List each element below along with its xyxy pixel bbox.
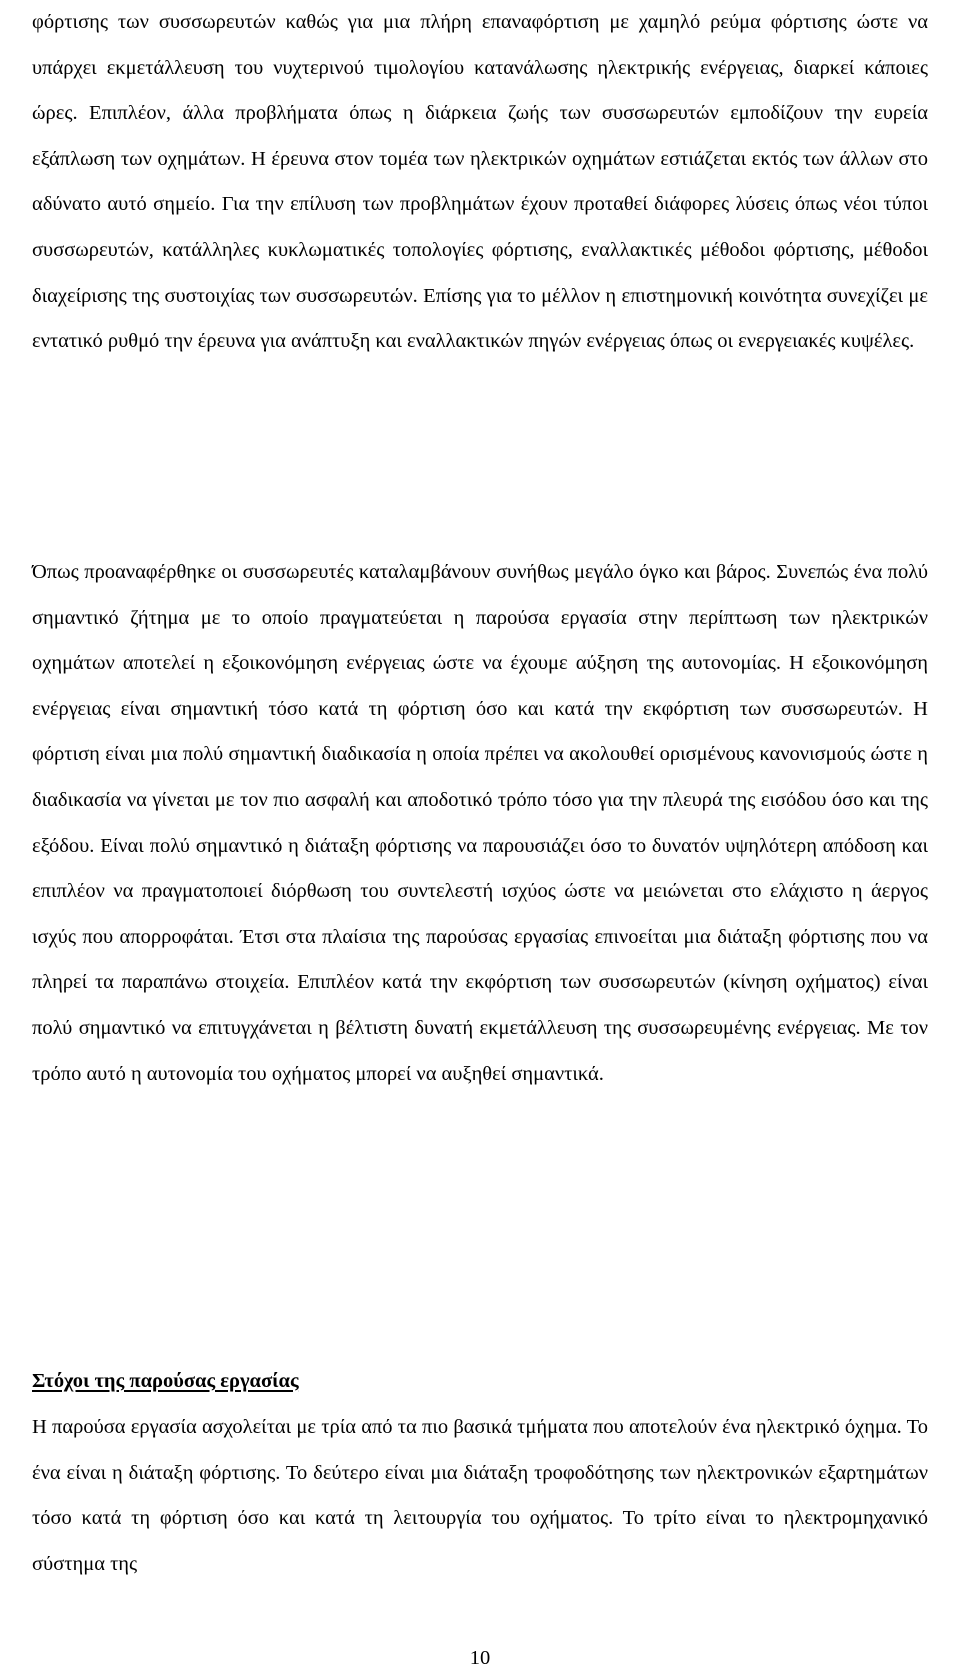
- paragraph-battery-charging: φόρτισης των συσσωρευτών καθώς για μια πλήρη επαναφόρτιση με χαμηλό ρεύμα φόρτισης ώστε να υπάρχει εκμετάλλευση του νυχτερινού τιμολογίου κατανάλωσης ηλεκτρικής ενέργειας, διαρκεί κάποιες ώρες. Επιπλέον, άλλα προβλήματα όπως η διάρκεια ζωής των συσσωρευτών εμποδίζουν την ευρεία εξάπλωση των οχημάτων. Η έρευνα στον τομέα των ηλεκτρικών οχημάτων εστιάζεται εκτός των άλλων στο αδύνατο αυτό σημείο. Για την επίλυση των προβλημάτων έχουν προταθεί διάφορες λύσεις όπως νέοι τύποι συσσωρευτών, κατάλληλες κυκλωματικές τοπολογίες φόρτισης, εναλλακτικές μέθοδοι φόρτισης, μέθοδοι διαχείρισης της συστοιχίας των συσσωρευτών. Επίσης για το μέλλον η επιστημονική κοινότητα συνεχίζει με εντατικό ρυθμό την έρευνα για ανάπτυξη και εναλλακτικών πηγών ενέργειας όπως οι ενεργειακές κυψέλες.: [32, 11, 928, 353]
- paragraph-work-goals: Η παρούσα εργασία ασχολείται με τρία από τα πιο βασικά τμήματα που αποτελούν ένα ηλεκτρικό όχημα. Το ένα είναι η διάταξη φόρτισης. Το δεύτερο είναι μια διάταξη τροφοδότησης των ηλεκτρονικών εξαρτημάτων τόσο κατά τη φόρτιση όσο και κατά τη λειτουργία του οχήματος. Το τρίτο είναι το ηλεκτρομηχανικό σύστημα της: [32, 1416, 928, 1575]
- paragraph-energy-saving: Όπως προαναφέρθηκε οι συσσωρευτές καταλαμβάνουν συνήθως μεγάλο όγκο και βάρος. Συνεπώς ένα πολύ σημαντικό ζήτημα με το οποίο πραγματεύεται η παρούσα εργασία στην περίπτωση των ηλεκτρικών οχημάτων αποτελεί η εξοικονόμηση ενέργειας ώστε να έχουμε αύξηση της αυτονομίας. Η εξοικονόμηση ενέργειας είναι σημαντική τόσο κατά τη φόρτιση όσο και κατά την εκφόρτιση των συσσωρευτών. Η φόρτιση είναι μια πολύ σημαντική διαδικασία η οποία πρέπει να ακολουθεί ορισμένους κανονισμούς ώστε η διαδικασία να γίνεται με τον πιο ασφαλή και αποδοτικό τρόπο τόσο για την πλευρά της εισόδου όσο και της εξόδου. Είναι πολύ σημαντικό η διάταξη φόρτισης να παρουσιάζει όσο το δυνατόν υψηλότερη απόδοση και επιπλέον να πραγματοποιεί διόρθωση του συντελεστή ισχύος ώστε να μειώνεται στο ελάχιστο η άεργος ισχύς που απορροφάται. Έτσι στα πλαίσια της παρούσας εργασίας επινοείται μια διάταξη φόρτισης που να πληρεί τα παραπάνω στοιχεία. Επιπλέον κατά την εκφόρτιση των συσσωρευτών (κίνηση οχήματος) είναι πολύ σημαντικό να επιτυγχάνεται η βέλτιστη δυνατή εκμετάλλευση της συσσωρευμένης ενέργειας. Με τον τρόπο αυτό η αυτονομία του οχήματος μπορεί να αυξηθεί σημαντικά.: [32, 561, 928, 1085]
- section-heading-text: Στόχοι της παρούσας εργασίας: [32, 1370, 299, 1392]
- page-number: 10: [469, 1647, 491, 1669]
- section-heading: [32, 1359, 928, 1405]
